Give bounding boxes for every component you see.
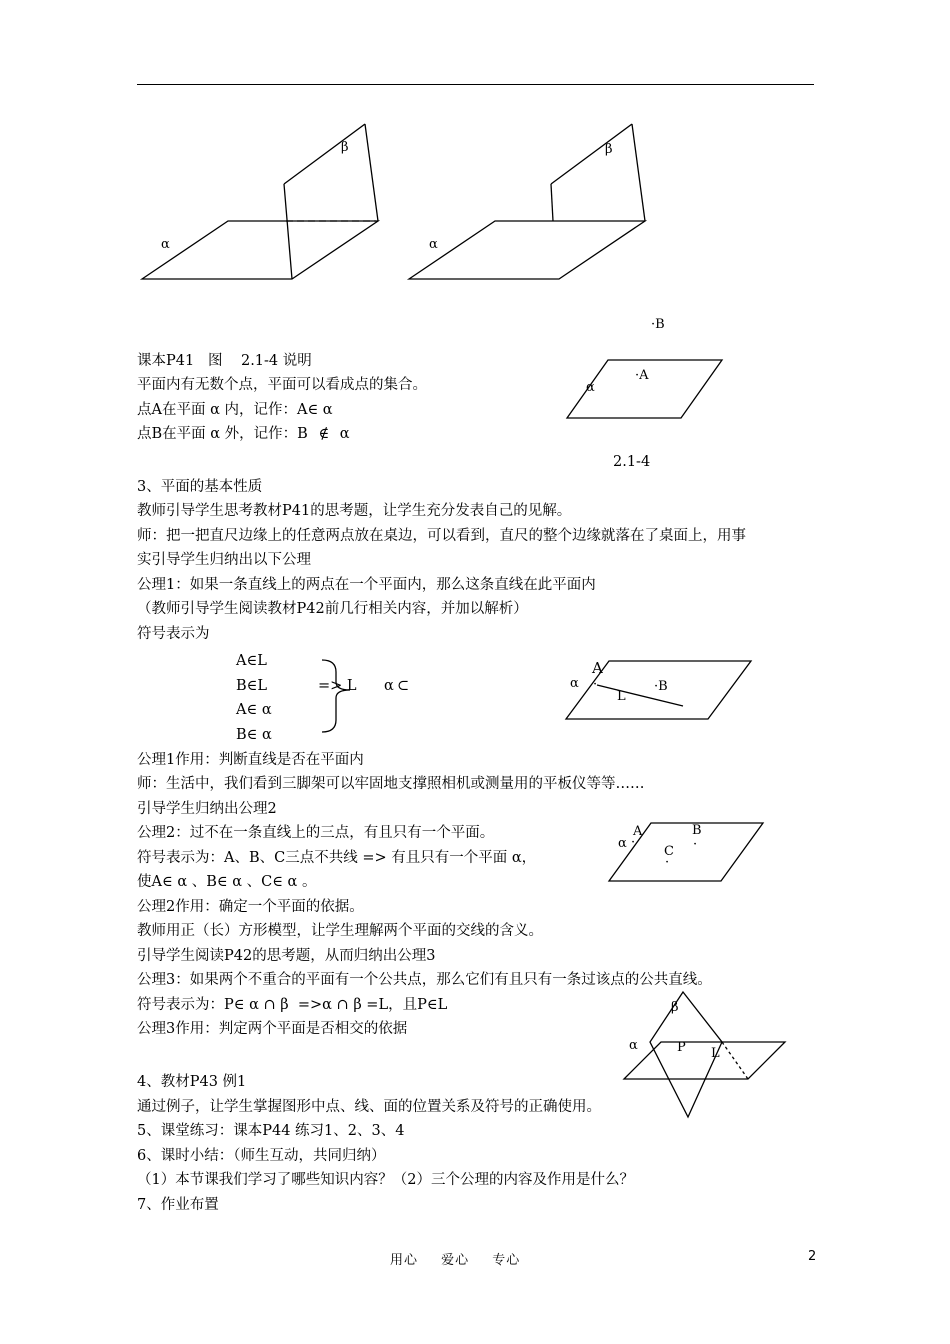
fig3-beta: β bbox=[671, 1000, 679, 1015]
fig1-point-a: A bbox=[592, 659, 603, 677]
page-number: 2 bbox=[808, 1249, 817, 1264]
footer-motto: 用心 爱心 专心 bbox=[390, 1253, 521, 1268]
axiom-3: 公理3：如果两个不重合的平面有一个公共点，那么它们有且只有一条过该点的公共直线。 bbox=[137, 972, 712, 988]
section-heading: 6、课时小结：（师生互动，共同归纳） bbox=[137, 1148, 386, 1164]
sym-alpha: α bbox=[384, 678, 394, 694]
sym-row: A∈ α bbox=[236, 702, 272, 718]
label-alpha-right: α bbox=[429, 237, 438, 252]
label-alpha-left: α bbox=[161, 237, 170, 252]
fig1-point-b: ·B bbox=[654, 679, 668, 694]
symbol-label: 符号表示为 bbox=[137, 626, 210, 642]
sym-arrow: => L bbox=[318, 678, 357, 694]
text-line: 课本P41 图 2.1-4 说明 bbox=[137, 353, 312, 369]
fig3-point-p: P bbox=[677, 1040, 686, 1055]
text-line: 点A在平面 α 内，记作：A∈ α bbox=[137, 402, 333, 418]
paragraph: 实引导学生归纳出以下公理 bbox=[137, 552, 311, 568]
axiom-1-use: 公理1作用：判断直线是否在平面内 bbox=[137, 752, 364, 768]
alpha-label: α bbox=[586, 380, 595, 395]
fig3-line-l: L bbox=[711, 1046, 720, 1061]
figure-caption: 2.1-4 bbox=[613, 454, 651, 470]
paragraph: 教师用正（长）方形模型，让学生理解两个平面的交线的含义。 bbox=[137, 923, 543, 939]
fig2-point-c: C bbox=[664, 844, 674, 859]
fig1-point-dot: · bbox=[593, 677, 598, 692]
axiom-2-use: 公理2作用：确定一个平面的依据。 bbox=[137, 899, 364, 915]
fig3-alpha: α bbox=[629, 1038, 638, 1053]
paragraph: （1）本节课我们学习了哪些知识内容？（2）三个公理的内容及作用是什么？ bbox=[137, 1172, 634, 1188]
text-line: 平面内有无数个点，平面可以看成点的集合。 bbox=[137, 377, 427, 393]
section-heading: 4、教材P43 例1 bbox=[137, 1074, 247, 1090]
fig1-line-l: L bbox=[617, 689, 626, 704]
point-b-label: ·B bbox=[651, 317, 665, 332]
axiom-2: 公理2：过不在一条直线上的三点，有且只有一个平面。 bbox=[137, 825, 495, 841]
paragraph: 师：把一把直尺边缘上的任意两点放在桌边，可以看到，直尺的整个边缘就落在了桌面上，用事 bbox=[137, 528, 746, 544]
axiom-2-symbol: 符号表示为：A、B、C三点不共线 => 有且只有一个平面 α， bbox=[137, 850, 537, 866]
paragraph: 引导学生归纳出公理2 bbox=[137, 801, 277, 817]
axiom-3-symbol: 符号表示为：P∈ α ∩ β =>α ∩ β =L，且P∈L bbox=[137, 997, 448, 1013]
axiom-1: 公理1：如果一条直线上的两点在一个平面内，那么这条直线在此平面内 bbox=[137, 577, 596, 593]
fig2-dot-c: · bbox=[665, 855, 670, 870]
subset-symbol: ⊂ bbox=[397, 678, 410, 694]
axiom-1-note: （教师引导学生阅读教材P42前几行相关内容，并加以解析） bbox=[137, 601, 528, 617]
axiom-2-symbol: 使A∈ α 、B∈ α 、C∈ α 。 bbox=[137, 874, 317, 890]
axiom-3-use: 公理3作用：判定两个平面是否相交的依据 bbox=[137, 1021, 408, 1037]
paragraph: 教师引导学生思考教材P41的思考题，让学生充分发表自己的见解。 bbox=[137, 503, 572, 519]
fig2-dot-a: · bbox=[631, 835, 636, 850]
fig2-point-b: B bbox=[692, 823, 702, 838]
section-heading: 7、作业布置 bbox=[137, 1197, 219, 1213]
sym-row: B∈L bbox=[236, 678, 268, 694]
section-heading: 3、平面的基本性质 bbox=[137, 479, 263, 495]
point-a-label: ·A bbox=[635, 368, 649, 383]
fig2-alpha: α bbox=[618, 836, 627, 851]
text-line: 点B在平面 α 外，记作：B ∉ α bbox=[137, 426, 350, 442]
label-beta-right: β bbox=[605, 142, 613, 157]
section-heading: 5、课堂练习：课本P44 练习1、2、3、4 bbox=[137, 1123, 405, 1139]
fig1-alpha: α bbox=[570, 676, 579, 691]
paragraph: 引导学生阅读P42的思考题，从而归纳出公理3 bbox=[137, 948, 436, 964]
not-element-symbol: ∉ bbox=[318, 426, 330, 442]
label-beta-left: β bbox=[341, 140, 349, 155]
plane-alpha bbox=[624, 1042, 785, 1079]
sym-row: A∈L bbox=[236, 653, 267, 669]
fig2-point-a: A bbox=[633, 824, 643, 839]
paragraph: 师：生活中，我们看到三脚架可以牢固地支撑照相机或测量用的平板仪等等…… bbox=[137, 776, 645, 792]
fig2-dot-b: · bbox=[693, 837, 698, 852]
sym-row: B∈ α bbox=[236, 727, 272, 743]
paragraph: 通过例子，让学生掌握图形中点、线、面的位置关系及符号的正确使用。 bbox=[137, 1099, 601, 1115]
